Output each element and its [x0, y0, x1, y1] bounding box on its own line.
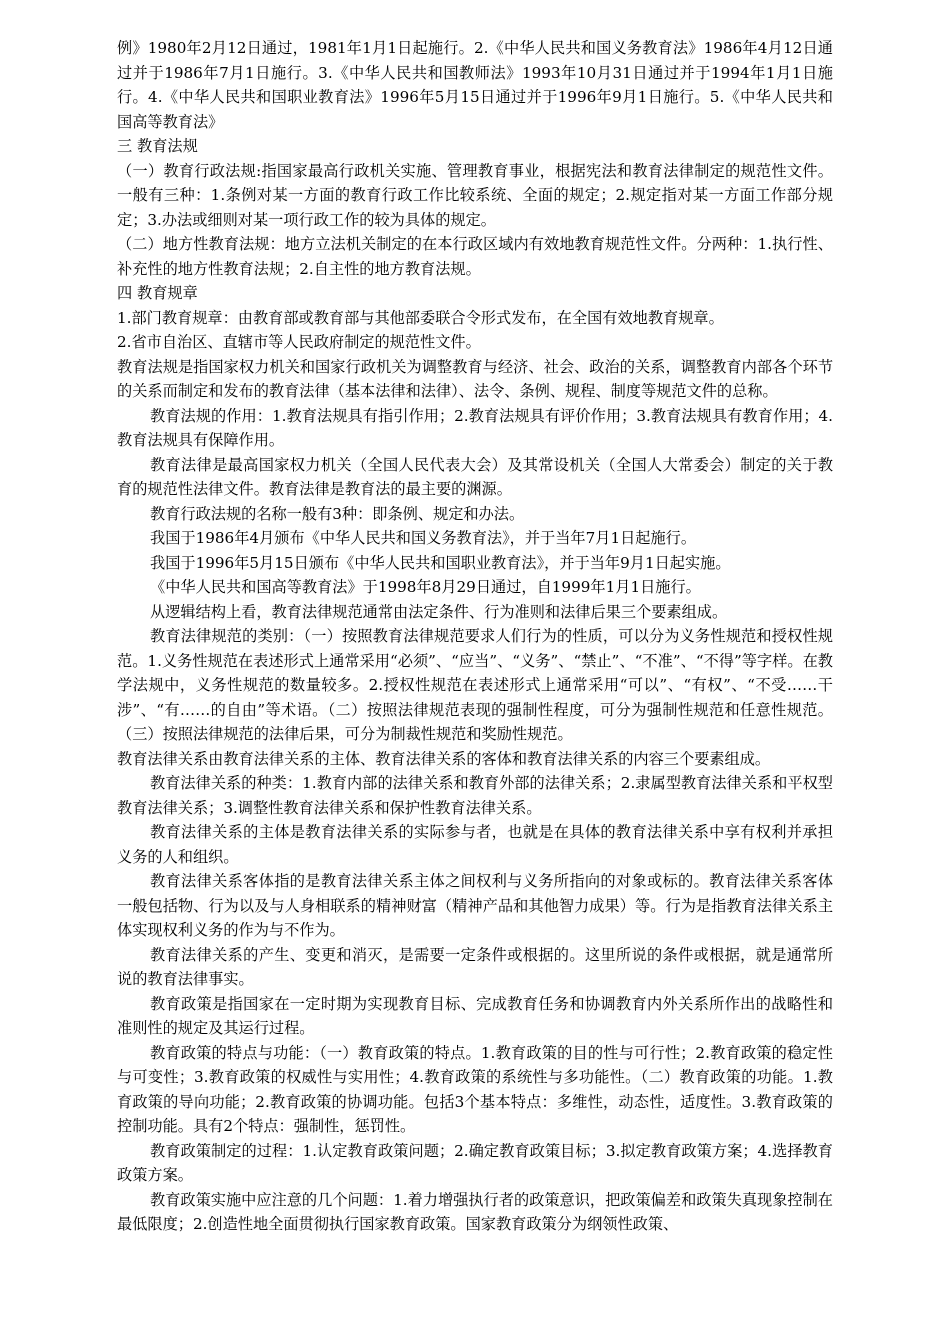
paragraph: 教育法律关系由教育法律关系的主体、教育法律关系的客体和教育法律关系的内容三个要素组成。: [117, 749, 771, 768]
paragraph: 例》1980年2月12日通过，1981年1月1日起施行。2.《中华人民共和国义务教育法》1986年4月12日通过并于1986年7月1日施行。3.《中华人民共和国教师法》1993年10月31日通过并于1994年1月1日施行。4.《中华人民共和国职业教育法》1996年5月15日通过并于1996年9月1日施行。5.《中华人民共和国高等教育法》: [117, 39, 833, 131]
paragraph: 2.省市自治区、直辖市等人民政府制定的规范性文件。: [117, 333, 481, 351]
paragraph: 教育法律关系的产生、变更和消灭，是需要一定条件或根据的。这里所说的条件或根据，就是通常所说的教育法律事实。: [117, 945, 833, 988]
paragraph: 我国于1996年5月15日颁布《中华人民共和国职业教育法》，并于当年9月1日起实施。: [150, 553, 731, 572]
paragraph: （一）教育行政法规:指国家最高行政机关实施、管理教育事业，根据宪法和教育法律制定的规范性文件。一般有三种：1.条例对某一方面的教育行政工作比较系统、全面的规定；2.规定指对某一方面工作部分规定；3.办法或细则对某一项行政工作的较为具体的规定。: [117, 161, 833, 229]
paragraph: 教育政策是指国家在一定时期为实现教育目标、完成教育任务和协调教育内外关系所作出的战略性和准则性的规定及其运行过程。: [117, 994, 833, 1037]
paragraph: 教育政策制定的过程：1.认定教育政策问题；2.确定教育政策目标；3.拟定教育政策方案；4.选择教育政策方案。: [117, 1141, 833, 1184]
paragraph: 教育法规是指国家权力机关和国家行政机关为调整教育与经济、社会、政治的关系，调整教育内部各个环节的关系而制定和发布的教育法律（基本法律和法律）、法令、条例、规程、制度等规范文件的总称。: [117, 357, 833, 400]
paragraph: 教育法律关系的主体是教育法律关系的实际参与者，也就是在具体的教育法律关系中享有权利并承担义务的人和组织。: [117, 823, 833, 866]
paragraph: 教育法律是最高国家权力机关（全国人民代表大会）及其常设机关（全国人大常委会）制定的关于教育的规范性法律文件。教育法律是教育法的最主要的渊源。: [117, 455, 833, 498]
paragraph: 教育行政法规的名称一般有3种：即条例、规定和办法。: [150, 504, 525, 523]
paragraph: 从逻辑结构上看，教育法律规范通常由法定条件、行为准则和法律后果三个要素组成。: [150, 602, 728, 621]
paragraph: 教育政策的特点与功能：（一）教育政策的特点。1.教育政策的目的性与可行性；2.教育政策的稳定性与可变性；3.教育政策的权威性与实用性；4.教育政策的系统性与多功能性。（二）教育政策的功能。1.教育政策的导向功能；2.教育政策的协调功能。包括3个基本特点：多维性，动态性，适度性。3.教育政策的控制功能。具有2个特点：强制性，惩罚性。: [117, 1043, 833, 1135]
paragraph: 三 教育法规: [117, 137, 198, 155]
paragraph: 教育法律规范的类别：（一）按照教育法律规范要求人们行为的性质，可以分为义务性规范和授权性规范。1.义务性规范在表述形式上通常采用“必须”、“应当”、“义务”、“禁止”、“不准”、“不得”等字样。在教学法规中，义务性规范的数量较多。2.授权性规范在表述形式上通常采用“可以”、“有权”、“不受……干涉”、“有……的自由”等术语。（二）按照法律规范表现的强制性程度，可分为强制性规范和任意性规范。（三）按照法律规范的法律后果，可分为制裁性规范和奖励性规范。: [117, 627, 833, 743]
paragraph: 教育政策实施中应注意的几个问题：1.着力增强执行者的政策意识，把政策偏差和政策失真现象控制在最低限度；2.创造性地全面贯彻执行国家教育政策。国家教育政策分为纲领性政策、: [117, 1190, 833, 1233]
paragraph: 教育法律关系的种类：1.教育内部的法律关系和教育外部的法律关系；2.隶属型教育法律关系和平权型教育法律关系；3.调整性教育法律关系和保护性教育法律关系。: [117, 774, 833, 817]
paragraph: 教育法律关系客体指的是教育法律关系主体之间权利与义务所指向的对象或标的。教育法律关系客体一般包括物、行为以及与人身相联系的精神财富（精神产品和其他智力成果）等。行为是指教育法律关系主体实现权利义务的作为与不作为。: [117, 872, 833, 939]
paragraph: 1.部门教育规章：由教育部或教育部与其他部委联合令形式发布，在全国有效地教育规章。: [117, 308, 724, 327]
paragraph: 四 教育规章: [117, 284, 198, 302]
paragraph: 我国于1986年4月颁布《中华人民共和国义务教育法》，并于当年7月1日起施行。: [150, 529, 697, 547]
paragraph: 《中华人民共和国高等教育法》于1998年8月29日通过，自1999年1月1日施行。: [150, 578, 701, 596]
paragraph: 教育法规的作用：1.教育法规具有指引作用；2.教育法规具有评价作用；3.教育法规具有教育作用；4.教育法规具有保障作用。: [117, 406, 833, 449]
document-body: [117, 36, 833, 1237]
paragraph: （二）地方性教育法规：地方立法机关制定的在本行政区域内有效地教育规范性文件。分两种：1.执行性、补充性的地方性教育法规；2.自主性的地方教育法规。: [117, 235, 833, 278]
